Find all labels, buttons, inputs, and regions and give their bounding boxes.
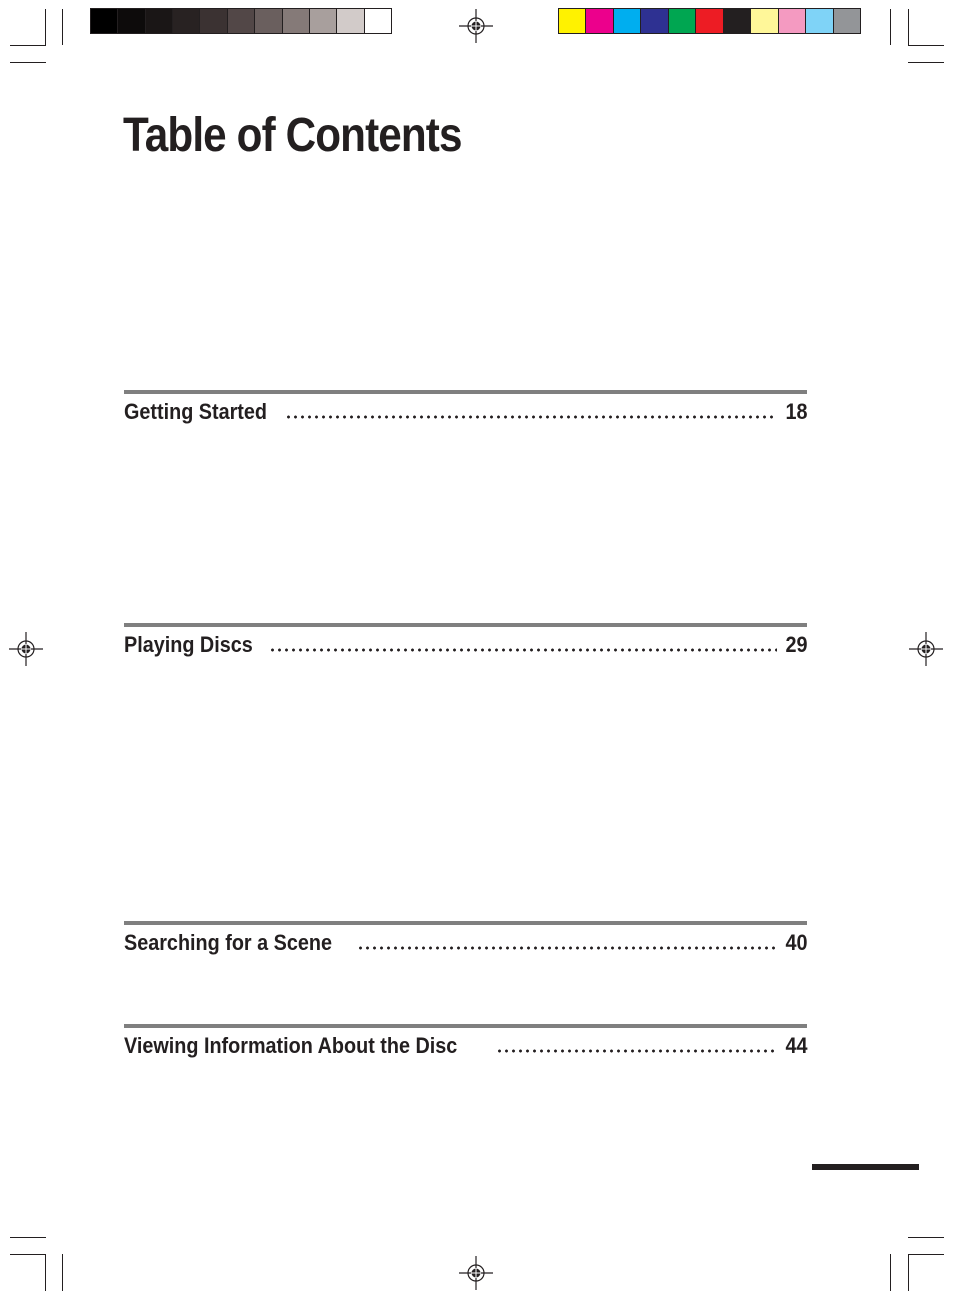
crop-mark-top-right-v [908,9,909,45]
color-swatch [751,9,778,33]
crop-mark-top-left-h [10,45,46,46]
crop-mark-bottom-right-h [908,1237,944,1238]
color-swatch [779,9,806,33]
crop-mark-bottom-left-h [10,1237,46,1238]
toc-entry-label[interactable]: Searching for a Scene [124,930,332,955]
toc-dot-leader [269,648,776,652]
crop-mark-top-left-v [45,9,46,45]
grayscale-swatch [146,9,173,33]
toc-dot-leader [285,415,777,419]
grayscale-swatch [228,9,255,33]
toc-entry-page-number[interactable]: 44 [784,1033,807,1058]
color-swatch [806,9,833,33]
grayscale-swatch [173,9,200,33]
grayscale-swatch [365,9,391,33]
toc-entry-label[interactable]: Playing Discs [124,632,253,657]
toc-entry-page-number[interactable]: 40 [784,930,807,955]
color-swatch [724,9,751,33]
crop-mark-top-right-h2 [908,62,944,63]
registration-crosshair-icon [459,9,493,43]
crop-mark-bottom-left-v [45,1254,46,1291]
color-swatch [641,9,668,33]
crop-mark-top-left-v2 [62,9,63,45]
color-swatch [669,9,696,33]
crop-mark-bottom-right-h2 [908,1254,944,1255]
color-swatch [586,9,613,33]
color-swatch [614,9,641,33]
crop-mark-bottom-right-v2 [890,1254,891,1291]
crop-mark-top-left-h2 [10,62,46,63]
grayscale-swatch [310,9,337,33]
color-swatch [834,9,860,33]
toc-entry-label[interactable]: Getting Started [124,399,268,424]
color-calibration-bar [558,8,861,34]
grayscale-calibration-bar [90,8,392,34]
grayscale-swatch [283,9,310,33]
registration-crosshair-icon [459,1256,493,1290]
crop-mark-top-right-h [908,45,944,46]
toc-dot-leader [496,1049,776,1053]
grayscale-swatch [91,9,118,33]
grayscale-swatch [337,9,364,33]
section-index-bar [812,1164,919,1170]
registration-crosshair-icon [9,632,43,666]
registration-crosshair-icon [909,632,943,666]
grayscale-swatch [255,9,282,33]
crop-mark-bottom-left-v2 [62,1254,63,1291]
crop-mark-top-right-v2 [890,9,891,45]
grayscale-swatch [118,9,145,33]
crop-mark-bottom-right-v [908,1254,909,1291]
toc-entry-page-number[interactable]: 29 [784,632,807,657]
crop-mark-bottom-left-h2 [10,1254,46,1255]
toc-dot-leader [357,946,776,950]
grayscale-swatch [200,9,227,33]
color-swatch [559,9,586,33]
color-swatch [696,9,723,33]
toc-entry-searching-for-a-scene[interactable] [124,921,807,959]
toc-entry-label[interactable]: Viewing Information About the Disc [124,1033,458,1058]
toc-entry-page-number[interactable]: 18 [784,399,807,424]
toc-entry-viewing-information[interactable] [124,1024,807,1062]
page-title: Table of Contents [123,109,462,162]
toc-entry-getting-started[interactable] [124,390,807,428]
toc-entry-playing-discs[interactable] [124,623,807,661]
